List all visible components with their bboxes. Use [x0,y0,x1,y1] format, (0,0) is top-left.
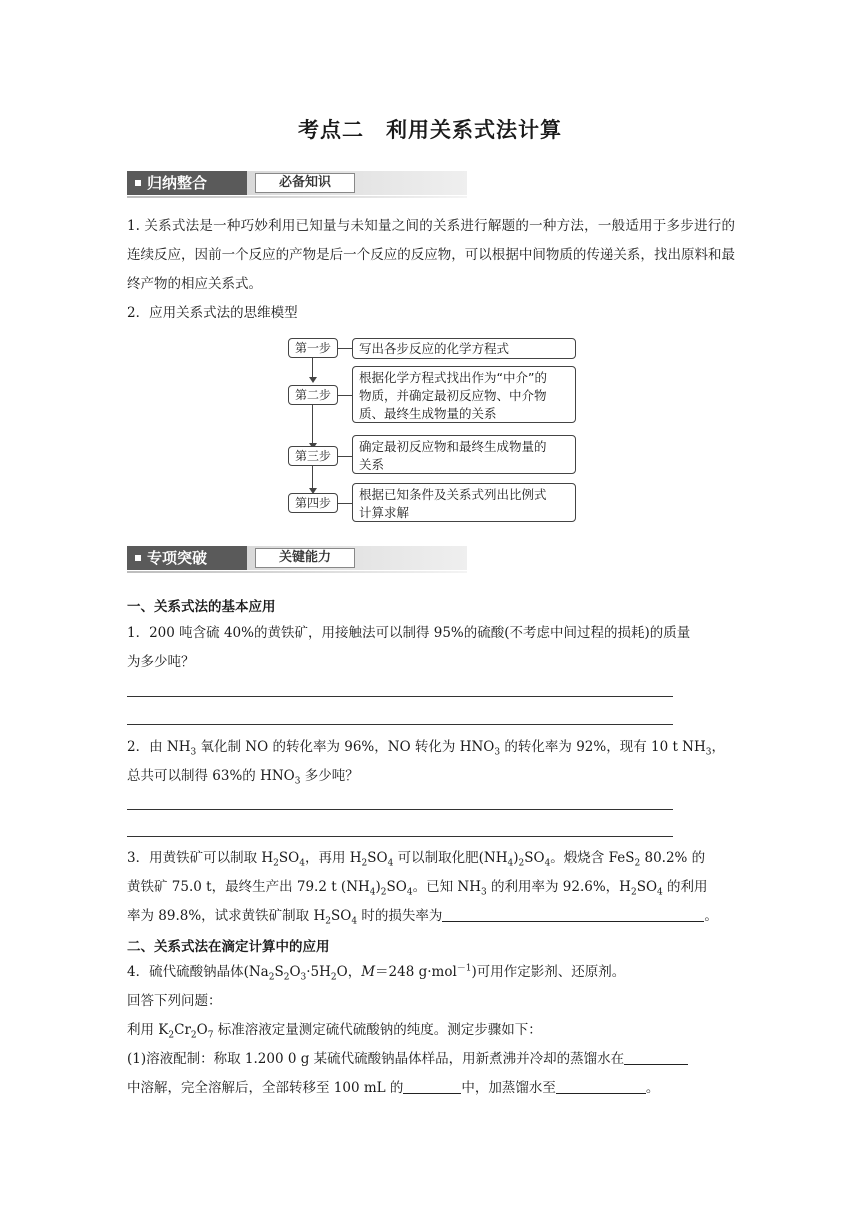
intro-paragraph-2: 2．应用关系式法的思维模型 [127,305,298,321]
answer-line[interactable] [127,696,673,697]
question-3: 3．用黄铁矿可以制取 $H_2SO_4$，再用 $H_2SO_4$ 可以制取化肥$(NH_4)_2SO_4$。煅烧含 FeS$_2$ 80.2% 的 黄铁矿 75.0 t，最终生产出 79.2 t $(NH_4)_2SO_4$。已知 $NH_3$ 的利用率为 92.6%，$H_2SO_4$ 的利用 率为 89.8%，试求黄铁矿制取 $H_2SO_4$ 时的损失率为 。 [127,850,718,927]
section-banner-summary [127,171,467,195]
step-4-desc: 根据已知条件及关系式列出比例式 计算求解 [352,483,576,522]
step-2-desc: 根据化学方程式找出作为“中介”的 物质，并确定最初反应物、中介物 质、最终生成物量的关系 [352,366,576,423]
step-1-desc: 写出各步反应的化学方程式 [352,338,576,359]
section-banner-practice [127,546,467,570]
step-3-desc: 确定最初反应物和最终生成物量的 关系 [352,435,576,474]
title-part1: 考点二 [298,118,364,142]
step-2-label: 第二步 [288,385,338,405]
banner-left: 归纳整合 [127,171,247,195]
fill-blank[interactable] [556,1078,646,1094]
step-1-label: 第一步 [288,338,338,358]
page-title [0,114,860,144]
section2-heading: 二、关系式法在滴定计算中的应用 [127,939,330,955]
title-part2: 利用关系式法计算 [386,118,562,142]
banner-left: 专项突破 [127,546,247,570]
answer-line[interactable] [127,809,673,810]
square-icon [135,555,141,561]
banner-right: 必备知识 [255,173,355,193]
fill-blank[interactable] [624,1049,688,1065]
question-4: 4．硫代硫酸钠晶体($Na_2S_2O_3\cdot 5H_2O$，M＝248 g·mol$^{-1}$)可用作定影剂、还原剂。 回答下列问题： 利用 $K_2Cr_2O_7$ 标准溶液定量测定硫代硫酸钠的纯度。测定步骤如下： (1)溶液配制：称取 1.200 0 g 某硫代硫酸钠晶体样品，用新煮沸并冷却的蒸馏水在 中溶解，完全溶解后，全部转移至 100 mL 的 中，加蒸馏水至 。 [127,958,735,1103]
answer-line[interactable] [127,724,673,725]
step-4-label: 第四步 [288,493,338,513]
fill-blank[interactable] [442,906,704,922]
intro-paragraph-1: 1. 关系式法是一种巧妙利用已知量与未知量之间的关系进行解题的一种方法，一般适用于多步进行的连续反应，因前一个反应的产物是后一个反应的反应物，可以根据中间物质的传递关系，找出原料和最终产物的相应关系式。 [127,218,735,292]
question-2: 2．由 $NH_3$ 氧化制 NO 的转化率为 96%，NO 转化为 $HNO_3$ 的转化率为 92%，现有 10 t $NH_3$， 总共可以制得 63%的 $HNO_3$ 多少吨？ [127,739,725,787]
step-3-label: 第三步 [288,446,338,466]
banner-right: 关键能力 [255,548,355,568]
fill-blank[interactable] [403,1078,461,1094]
square-icon [135,180,141,186]
section1-heading: 一、关系式法的基本应用 [127,599,276,615]
answer-line[interactable] [127,836,673,837]
question-1: 1．200 吨含硫 40%的黄铁矿，用接触法可以制得 95%的硫酸(不考虑中间过程的损耗)的质量 为多少吨？ [127,625,691,670]
